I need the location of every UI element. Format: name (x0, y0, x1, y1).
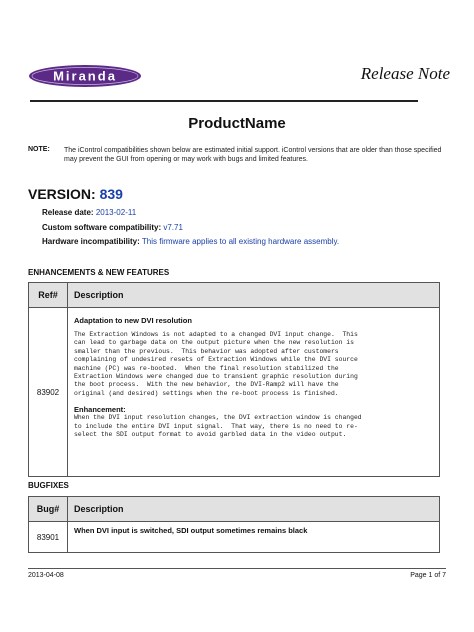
version-label: VERSION: (28, 186, 96, 202)
note-text: The iControl compatibilities shown below are estimated initial support. iControl versions that are older than those specified may prevent the GUI from opening or may work with bugs and limited features. (64, 147, 442, 163)
enhancement-title: Adaptation to new DVI resolution (74, 316, 192, 325)
version-number: 839 (99, 186, 123, 202)
page-number: Page 1 of 7 (410, 572, 446, 579)
custom-software-value: v7.71 (163, 223, 183, 232)
enhancements-section-title: ENHANCEMENTS & NEW FEATURES (28, 268, 170, 277)
header-divider (30, 100, 418, 102)
bugfixes-table (28, 496, 440, 553)
hardware-incompat-value: This firmware applies to all existing hardware assembly. (141, 237, 340, 246)
release-date-value: 2013-02-11 (95, 208, 137, 217)
enhancement-label: Enhancement: (74, 405, 126, 415)
enhancements-table (28, 282, 440, 477)
miranda-logo (28, 64, 142, 88)
product-name: ProductName (188, 115, 286, 132)
column-header-description: Description (68, 283, 440, 308)
footer-date: 2013-04-08 (28, 572, 64, 579)
hardware-incompat-row (42, 237, 339, 247)
column-header-description: Description (68, 497, 440, 522)
logo-text: Miranda (53, 68, 117, 84)
custom-software-label: Custom software compatibility: (42, 223, 162, 232)
table-row (29, 522, 440, 553)
bug-title: When DVI input is switched, SDI output sometimes remains black (74, 526, 308, 535)
footer-divider (28, 568, 446, 569)
column-header-ref: Ref# (29, 283, 68, 308)
table-header-row (29, 283, 440, 308)
release-date-label: Release date: (42, 208, 94, 217)
release-date-row (42, 208, 136, 218)
description-cell (68, 308, 440, 477)
bug-number: 83901 (29, 522, 68, 553)
ref-number: 83902 (29, 308, 68, 477)
hardware-incompat-label: Hardware incompatibility: (42, 237, 140, 246)
version-heading (28, 186, 123, 202)
table-header-row (29, 497, 440, 522)
bugfixes-section-title: BUGFIXES (28, 481, 69, 490)
enhancement-detail: When the DVI input resolution changes, the DVI extraction window is changed to include the entire DVI input signal. That way, there is no need to re- select the SDI output format to avoid garbled data in the video output. (74, 414, 362, 439)
note-label: NOTE: (28, 146, 50, 153)
enhancement-body: The Extraction Windows is not adapted to a changed DVI input change. This can lead to garbage data on the output picture when the new resolution is smaller than the previous. This behavior was adopted after customers complaining of undesired resets of Extraction Windows while the DVI source machine (PC) was re-booted. When the final resolution stabilized the Extraction Windows were changed due to transient graphic resolution during the boot process. With the new behavior, the DVI-Ramp2 will have the original (and desired) settings when the re-boot process is finished. (74, 331, 358, 397)
column-header-bug: Bug# (29, 497, 68, 522)
custom-software-row (42, 223, 183, 233)
document-type: Release Note (360, 64, 450, 83)
description-cell (68, 522, 440, 553)
table-row (29, 308, 440, 477)
